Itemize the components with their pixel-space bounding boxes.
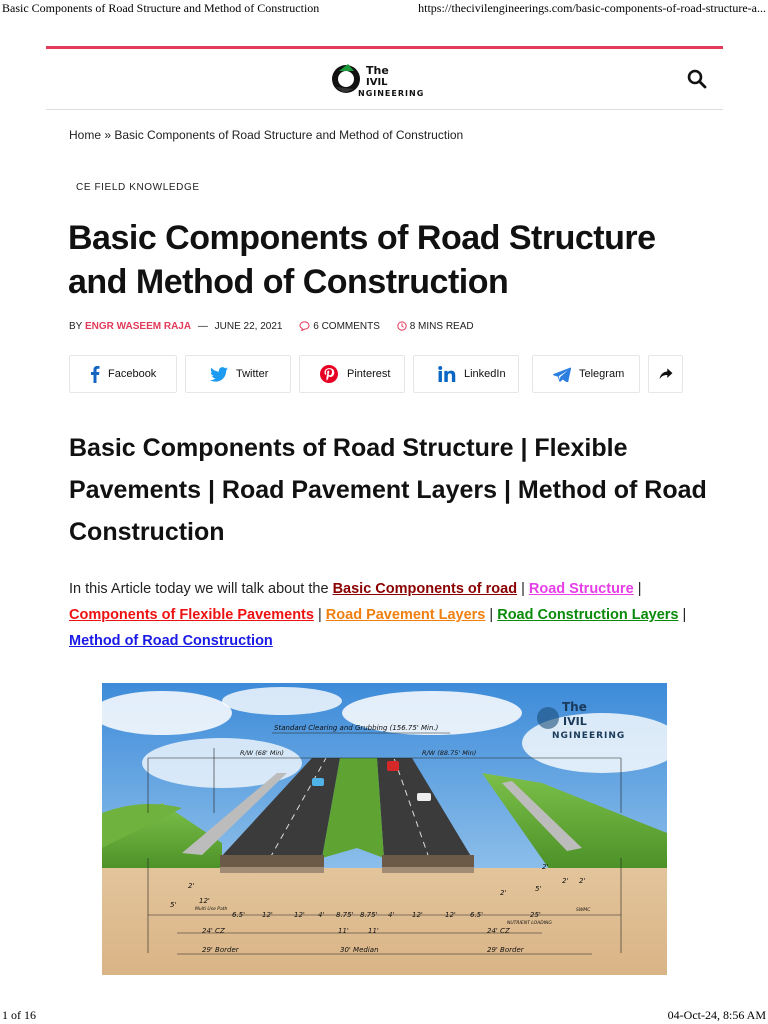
dim-label: 25': [530, 911, 541, 919]
link-method-construction[interactable]: Method of Road Construction: [69, 633, 273, 649]
comments-link[interactable]: 6 COMMENTS: [313, 321, 380, 332]
border-left-label: 29' Border: [202, 946, 239, 954]
dim-label: 12': [262, 911, 273, 919]
twitter-icon: [210, 367, 228, 382]
logo-text-engineering: NGINEERING: [358, 89, 425, 98]
link-road-structure[interactable]: Road Structure: [528, 581, 634, 597]
telegram-label: Telegram: [579, 368, 625, 380]
swmc-label: SWMC: [576, 908, 591, 913]
link-flexible-pavements[interactable]: Components of Flexible Pavements: [69, 607, 314, 623]
share-telegram-button[interactable]: [532, 355, 640, 393]
linkedin-label: LinkedIn: [464, 368, 506, 380]
border-right-label: 29' Border: [487, 946, 524, 954]
sep-3: |: [317, 607, 322, 623]
page-title: Basic Components of Road Structure and Method of Construction: [68, 219, 656, 301]
dim-label: 5': [170, 901, 177, 909]
rw-right-label: R/W (88.75' Min): [422, 749, 477, 757]
sep-1: |: [521, 581, 525, 597]
dim-label: 6.5': [232, 911, 246, 919]
dim-label: 12': [412, 911, 423, 919]
dim-label: 12': [294, 911, 305, 919]
dim-label: 8.75': [360, 911, 378, 919]
intro-text: In this Article today we will talk about the: [69, 581, 333, 597]
sep-4: |: [489, 607, 494, 623]
dim-2-left: 2': [188, 882, 195, 890]
site-logo[interactable]: [328, 59, 438, 99]
print-url: https://thecivilengineerings.com/basic-components-of-road-structure-a...: [418, 1, 766, 15]
dim-2-right: 2': [500, 889, 507, 897]
breadcrumb[interactable]: Home » Basic Components of Road Structure and Method of Construction: [69, 128, 464, 142]
road-illustration: [102, 683, 667, 975]
dim-11b: 11': [368, 927, 379, 935]
print-title: Basic Components of Road Structure and Method of Construction: [2, 1, 320, 15]
dim-label: 4': [318, 911, 325, 919]
clearing-label: Standard Clearing and Grubbing (156.75' Min.): [274, 724, 439, 732]
meta-dash: —: [197, 321, 208, 332]
share-twitter-button[interactable]: [185, 355, 291, 393]
intro-paragraph: [69, 576, 709, 654]
read-time: 8 MINS READ: [409, 321, 474, 332]
print-footer: [0, 1006, 768, 1024]
dim-label: 12': [199, 897, 210, 905]
sep-2: |: [637, 581, 642, 597]
dim-2-b: 2': [579, 877, 586, 885]
road-cross-section-image: [102, 683, 667, 975]
dim-label: 8.75': [336, 911, 354, 919]
facebook-icon: [90, 365, 100, 383]
median-label: 30' Median: [340, 946, 379, 954]
logo-text-civil: IVIL: [366, 77, 388, 88]
link-pavement-layers[interactable]: Road Pavement Layers: [325, 607, 486, 623]
print-datetime: 04-Oct-24, 8:56 AM: [667, 1008, 766, 1022]
facebook-label: Facebook: [108, 368, 157, 380]
post-meta: [69, 321, 474, 332]
post-date: JUNE 22, 2021: [214, 321, 283, 332]
share-facebook-button[interactable]: [69, 355, 177, 393]
watermark-the: The: [562, 700, 587, 714]
share-more-button[interactable]: [648, 355, 683, 393]
watermark-engineering: NGINEERING: [552, 731, 626, 741]
telegram-icon: [553, 367, 571, 382]
path-label: Multi Use Path: [195, 907, 228, 912]
search-icon[interactable]: [685, 67, 709, 91]
share-linkedin-button[interactable]: [413, 355, 519, 393]
dim-5-right: 5': [535, 885, 542, 893]
dim-2-a: 2': [562, 877, 569, 885]
watermark-civil: IVIL: [563, 715, 587, 728]
pinterest-label: Pinterest: [347, 368, 391, 380]
cz-left-label: 24' CZ: [202, 927, 225, 935]
link-basic-components[interactable]: Basic Components of road: [332, 581, 518, 597]
dim-11a: 11': [338, 927, 349, 935]
category-tag[interactable]: CE FIELD KNOWLEDGE: [76, 182, 200, 193]
section-heading: Basic Components of Road Structure | Flexible Pavements | Road Pavement Layers | Method of Road Construction: [69, 434, 707, 546]
pinterest-icon: [320, 365, 338, 383]
twitter-label: Twitter: [236, 368, 269, 380]
sep-5: |: [682, 607, 687, 623]
comment-icon: [299, 321, 310, 331]
share-pinterest-button[interactable]: [299, 355, 405, 393]
page-count: 1 of 16: [2, 1008, 36, 1022]
author-link[interactable]: ENGR WASEEM RAJA: [84, 321, 192, 332]
link-construction-layers[interactable]: Road Construction Layers: [497, 607, 679, 623]
rw-left-label: R/W (68' Min): [240, 749, 284, 757]
watermark-logo-icon: [537, 707, 559, 729]
dim-2-top: 2': [542, 863, 549, 871]
share-arrow-icon: [659, 368, 673, 380]
clock-icon: [397, 321, 407, 331]
site-header: [46, 49, 723, 110]
print-header: [0, 0, 768, 16]
meta-by: BY: [69, 321, 83, 332]
cz-right-label: 24' CZ: [487, 927, 510, 935]
dim-label: 6.5': [470, 911, 484, 919]
dim-label: 4': [388, 911, 395, 919]
dim-label: 12': [445, 911, 456, 919]
logo-text-the: The: [366, 64, 389, 77]
nutrient-label: NUTRIENT LOADING: [507, 921, 552, 926]
linkedin-icon: [438, 366, 456, 382]
